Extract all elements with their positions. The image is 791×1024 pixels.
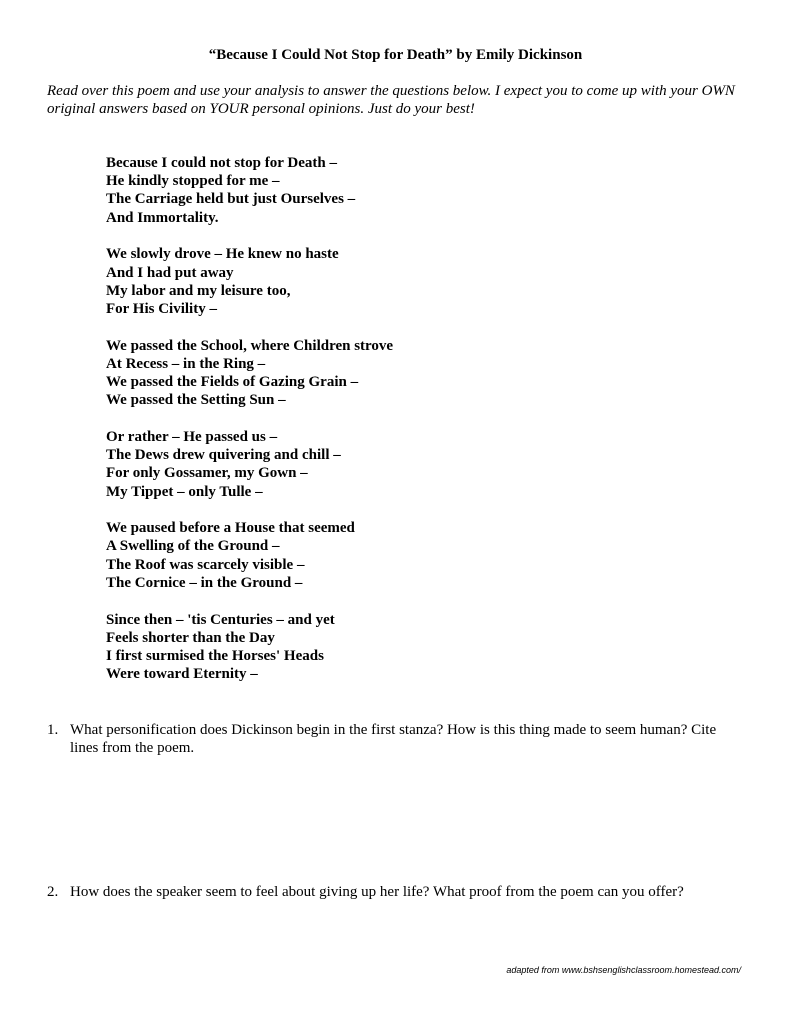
poem xyxy=(106,154,393,702)
question-number: 2. xyxy=(47,884,59,900)
poem-line: He kindly stopped for me – xyxy=(106,173,280,190)
question-text: What personification does Dickinson begin in the first stanza? How is this thing made to seem human? Cite lines from the poem. xyxy=(70,722,717,756)
question-1 xyxy=(47,721,737,757)
stanza-6 xyxy=(106,611,393,684)
poem-line: Feels shorter than the Day xyxy=(106,629,275,646)
document-title: “Because I Could Not Stop for Death” by Emily Dickinson xyxy=(208,47,583,63)
question-number: 1. xyxy=(47,722,59,738)
poem-line: I first surmised the Horses' Heads xyxy=(106,647,324,664)
poem-line: We passed the Setting Sun – xyxy=(106,392,286,409)
poem-line: Because I could not stop for Death – xyxy=(106,155,337,171)
question-text: How does the speaker seem to feel about giving up her life? What proof from the poem can you offer? xyxy=(70,884,684,900)
poem-line: Since then – 'tis Centuries – and yet xyxy=(106,611,335,628)
stanza-5 xyxy=(106,519,393,592)
poem-line: A Swelling of the Ground – xyxy=(106,538,280,555)
poem-line: And Immortality. xyxy=(106,209,219,226)
poem-line: The Carriage held but just Ourselves – xyxy=(106,191,356,208)
stanza-2 xyxy=(106,245,393,318)
poem-line: For His Civility – xyxy=(106,300,217,317)
instructions: Read over this poem and use your analysis to answer the questions below. I expect you to come up with your OWN original answers based on YOUR personal opinions. Just do your best! xyxy=(47,83,735,117)
poem-line: And I had put away xyxy=(106,264,234,281)
source-attribution: adapted from www.bshsenglishclassroom.homestead.com/ xyxy=(506,965,741,975)
question-2 xyxy=(47,883,737,901)
poem-line: We passed the Fields of Gazing Grain – xyxy=(106,374,359,391)
poem-line: Or rather – He passed us – xyxy=(106,428,278,445)
poem-line: We paused before a House that seemed xyxy=(106,520,355,537)
poem-line: My Tippet – only Tulle – xyxy=(106,483,263,500)
stanza-1 xyxy=(106,154,393,227)
poem-line: For only Gossamer, my Gown – xyxy=(106,465,308,482)
stanza-4 xyxy=(106,428,393,501)
poem-line: The Dews drew quivering and chill – xyxy=(106,447,341,464)
stanza-3 xyxy=(106,337,393,410)
poem-line: The Roof was scarcely visible – xyxy=(106,556,305,573)
poem-line: My labor and my leisure too, xyxy=(106,282,291,299)
poem-line: Were toward Eternity – xyxy=(106,666,258,683)
poem-line: The Cornice – in the Ground – xyxy=(106,574,303,591)
poem-line: At Recess – in the Ring – xyxy=(106,355,266,372)
poem-line: We slowly drove – He knew no haste xyxy=(106,246,339,263)
poem-line: We passed the School, where Children strove xyxy=(106,337,394,354)
